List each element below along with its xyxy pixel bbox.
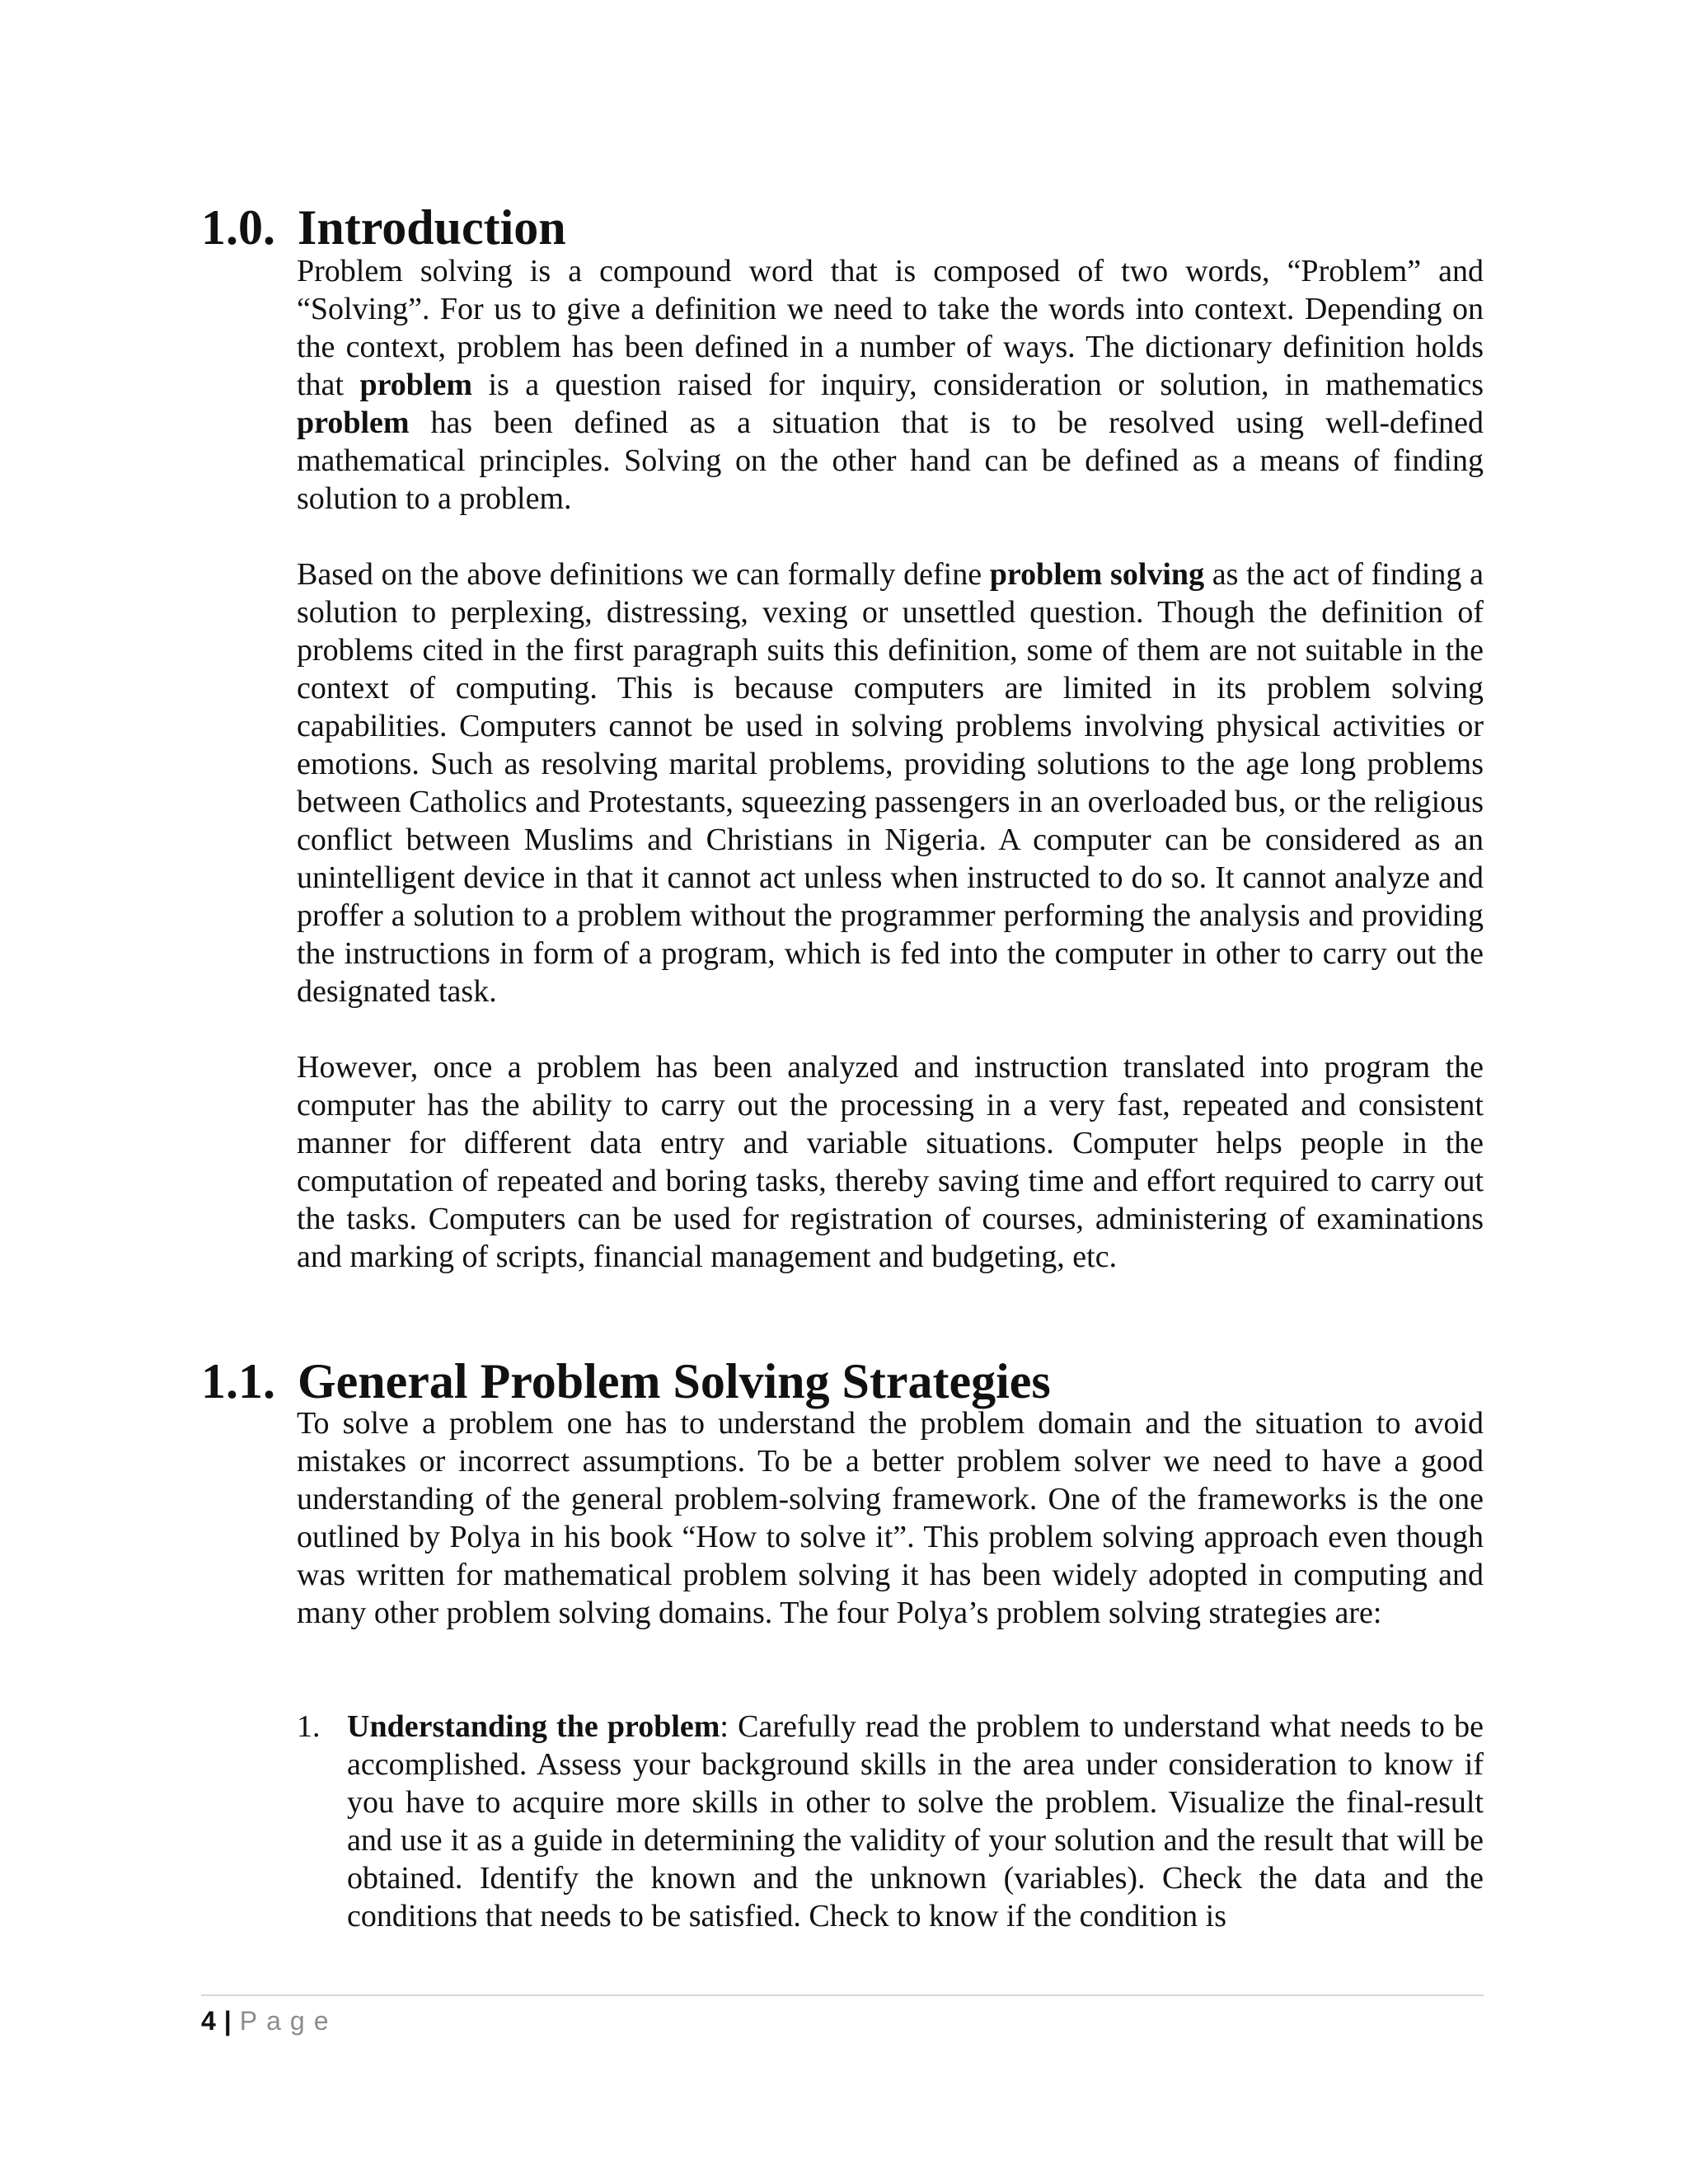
page-footer	[201, 2004, 337, 2037]
section-heading-introduction	[201, 198, 566, 257]
section-number: 1.0.	[201, 200, 275, 255]
bold-term: problem	[359, 368, 472, 402]
footer-separator: |	[223, 2006, 232, 2036]
section-heading-strategies	[201, 1352, 1051, 1411]
section-number: 1.1.	[201, 1354, 275, 1408]
section-title: Introduction	[298, 200, 566, 255]
intro-paragraph-1: Problem solving is a compound word that is composed of two words, “Problem” and “Solving”. For us to give a definition we need to take the words into context. Depending on the context, problem has been defined in a number of ways. The dictionary definition holds that problem is a question raised for inquiry, consideration or solution, in mathematics problem has been defined as a situation that is to be resolved using well-defined mathematical principles. Solving on the other hand can be defined as a means of finding solution to a problem.	[297, 254, 1484, 516]
list-marker: 1.	[297, 1709, 321, 1744]
strategy-list-item	[297, 1708, 1484, 1935]
intro-paragraph-3: However, once a problem has been analyzed and instruction translated into program the computer has the ability to carry out the processing in a very fast, repeated and consistent manner for different data entry and variable situations. Computer helps people in the computation of repeated and boring tasks, thereby saving time and effort required to carry out the tasks. Computers can be used for registration of courses, administering of examinations and marking of scripts, financial management and budgeting, etc.	[297, 1050, 1484, 1274]
page-number: 4	[201, 2006, 216, 2036]
footer-divider	[201, 1994, 1484, 1996]
page-label: Page	[239, 2006, 338, 2036]
bold-term: Understanding the problem	[347, 1709, 720, 1744]
bold-term: problem	[297, 405, 410, 440]
intro-paragraph-2: Based on the above definitions we can formally define problem solving as the act of finding a solution to perplexing, distressing, vexing or unsettled question. Though the definition of problems cited in the first paragraph suits this definition, some of them are not suitable in the context of computing. This is because computers are limited in its problem solving capabilities. Computers cannot be used in solving problems involving physical activities or emotions. Such as resolving marital problems, providing solutions to the age long problems between Catholics and Protestants, squeezing passengers in an overloaded bus, or the religious conflict between Muslims and Christians in Nigeria. A computer can be considered as an unintelligent device in that it cannot act unless when instructed to do so. It cannot analyze and proffer a solution to a problem without the programmer performing the analysis and providing the instructions in form of a program, which is fed into the computer in other to carry out the designated task.	[297, 557, 1484, 1009]
strategies-paragraph-1: To solve a problem one has to understand the problem domain and the situation to avoid mistakes or incorrect assumptions. To be a better problem solver we need to have a good understanding of the general problem-solving framework. One of the frameworks is the one outlined by Polya in his book “How to solve it”. This problem solving approach even though was written for mathematical problem solving it has been widely adopted in computing and many other problem solving domains. The four Polya’s problem solving strategies are:	[297, 1406, 1484, 1630]
bold-term: problem solving	[989, 557, 1205, 592]
section-title: General Problem Solving Strategies	[298, 1354, 1051, 1408]
list-item-text: Understanding the problem: Carefully read the problem to understand what needs to be accomplished. Assess your background skills in the area under consideration to know if you have to acquire more skills in other to solve the problem. Visualize the final-result and use it as a guide in determining the validity of your solution and the result that will be obtained. Identify the known and the unknown (variables). Check the data and the conditions that needs to be satisfied. Check to know if the condition is	[347, 1709, 1484, 1933]
